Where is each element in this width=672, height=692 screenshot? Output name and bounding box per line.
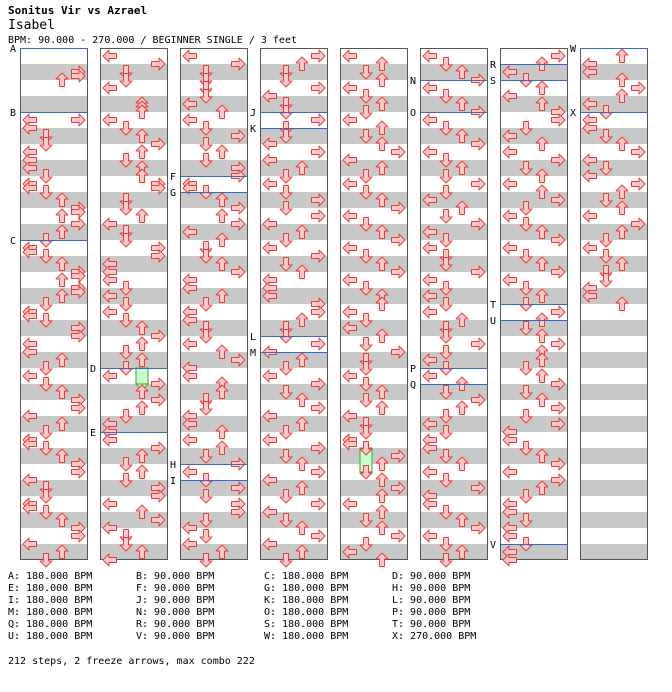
bpm-entry: U: 180.000 BPM (8, 631, 93, 642)
beat-stripe (340, 96, 408, 112)
bpm-entry: X: 270.000 BPM (392, 631, 477, 642)
beat-stripe (500, 320, 568, 336)
beat-stripe (340, 384, 408, 400)
bpm-entry: P: 90.000 BPM (392, 607, 471, 618)
bpm-marker-label: D (90, 364, 97, 375)
beat-stripe (580, 320, 648, 336)
bpm-entry: M: 180.000 BPM (8, 607, 93, 618)
bpm-entry: R: 90.000 BPM (136, 619, 215, 630)
beat-stripe (500, 288, 568, 304)
bpm-marker-label: L (250, 332, 257, 343)
bpm-marker-label: A (10, 44, 17, 55)
bpm-marker-label: J (250, 108, 257, 119)
bpm-entry: T: 90.000 BPM (392, 619, 471, 630)
bpm-entry: N: 90.000 BPM (136, 607, 215, 618)
beat-stripe (260, 320, 328, 336)
beat-stripe (260, 64, 328, 80)
beat-stripe (100, 160, 168, 176)
bpm-entry: G: 180.000 BPM (264, 583, 349, 594)
chart-summary: 212 steps, 2 freeze arrows, max combo 222 (8, 656, 255, 667)
bpm-marker-label: T (490, 300, 497, 311)
bpm-marker-label: P (410, 364, 417, 375)
chart-info: BPM: 90.000 - 270.000 / BEGINNER SINGLE / 3 feet (8, 35, 297, 46)
beat-stripe (340, 128, 408, 144)
bpm-entry: D: 90.000 BPM (392, 571, 471, 582)
beat-stripe (580, 352, 648, 368)
bpm-marker-label: H (170, 460, 177, 471)
beat-stripe (580, 480, 648, 496)
bpm-entry: Q: 180.000 BPM (8, 619, 93, 630)
bpm-marker-label: V (490, 540, 497, 551)
bpm-entry: F: 90.000 BPM (136, 583, 215, 594)
beat-stripe (100, 192, 168, 208)
bpm-marker-label: G (170, 188, 177, 199)
bpm-entry: A: 180.000 BPM (8, 571, 93, 582)
bpm-marker-label: N (410, 76, 417, 87)
beat-stripe (580, 512, 648, 528)
beat-stripe (420, 320, 488, 336)
bpm-entry: V: 90.000 BPM (136, 631, 215, 642)
bpm-entry: L: 90.000 BPM (392, 595, 471, 606)
beat-stripe (340, 64, 408, 80)
bpm-entry: O: 180.000 BPM (264, 607, 349, 618)
bpm-marker-label: S (490, 76, 497, 87)
bpm-marker-label: B (10, 108, 17, 119)
bpm-entry: B: 90.000 BPM (136, 571, 215, 582)
bpm-marker-label: X (570, 108, 577, 119)
bpm-entry: J: 90.000 BPM (136, 595, 215, 606)
freeze-arrow-body (136, 368, 148, 384)
beat-stripe (340, 288, 408, 304)
bpm-marker-label: K (250, 124, 257, 135)
beat-stripe (580, 544, 648, 560)
beat-stripe (20, 96, 88, 112)
bpm-marker-label: F (170, 172, 177, 183)
bpm-marker-label: R (490, 60, 497, 71)
bpm-entry: S: 180.000 BPM (264, 619, 349, 630)
bpm-marker-label: I (170, 476, 177, 487)
beat-stripe (180, 384, 248, 400)
beat-stripe (580, 384, 648, 400)
bpm-marker-label: O (410, 108, 417, 119)
beat-stripe (420, 160, 488, 176)
bpm-entry: W: 180.000 BPM (264, 631, 349, 642)
beat-stripe (580, 192, 648, 208)
beat-stripe (340, 512, 408, 528)
bpm-entry: E: 180.000 BPM (8, 583, 93, 594)
bpm-marker-label: Q (410, 380, 417, 391)
bpm-entry: C: 180.000 BPM (264, 571, 349, 582)
bpm-marker-label: M (250, 348, 257, 359)
beat-stripe (580, 256, 648, 272)
beat-stripe (580, 448, 648, 464)
beat-stripe (100, 96, 168, 112)
bpm-entry: H: 90.000 BPM (392, 583, 471, 594)
song-artist: Isabel (8, 18, 55, 33)
bpm-entry: I: 180.000 BPM (8, 595, 93, 606)
bpm-marker-label: W (570, 44, 577, 55)
bpm-marker-label: U (490, 316, 497, 327)
beat-stripe (420, 544, 488, 560)
beat-stripe (580, 416, 648, 432)
song-title: Sonitus Vir vs Azrael (8, 4, 148, 17)
beat-stripe (100, 352, 168, 368)
beat-stripe (500, 352, 568, 368)
bpm-entry: K: 180.000 BPM (264, 595, 349, 606)
bpm-marker-label: E (90, 428, 97, 439)
bpm-marker-label: C (10, 236, 17, 247)
